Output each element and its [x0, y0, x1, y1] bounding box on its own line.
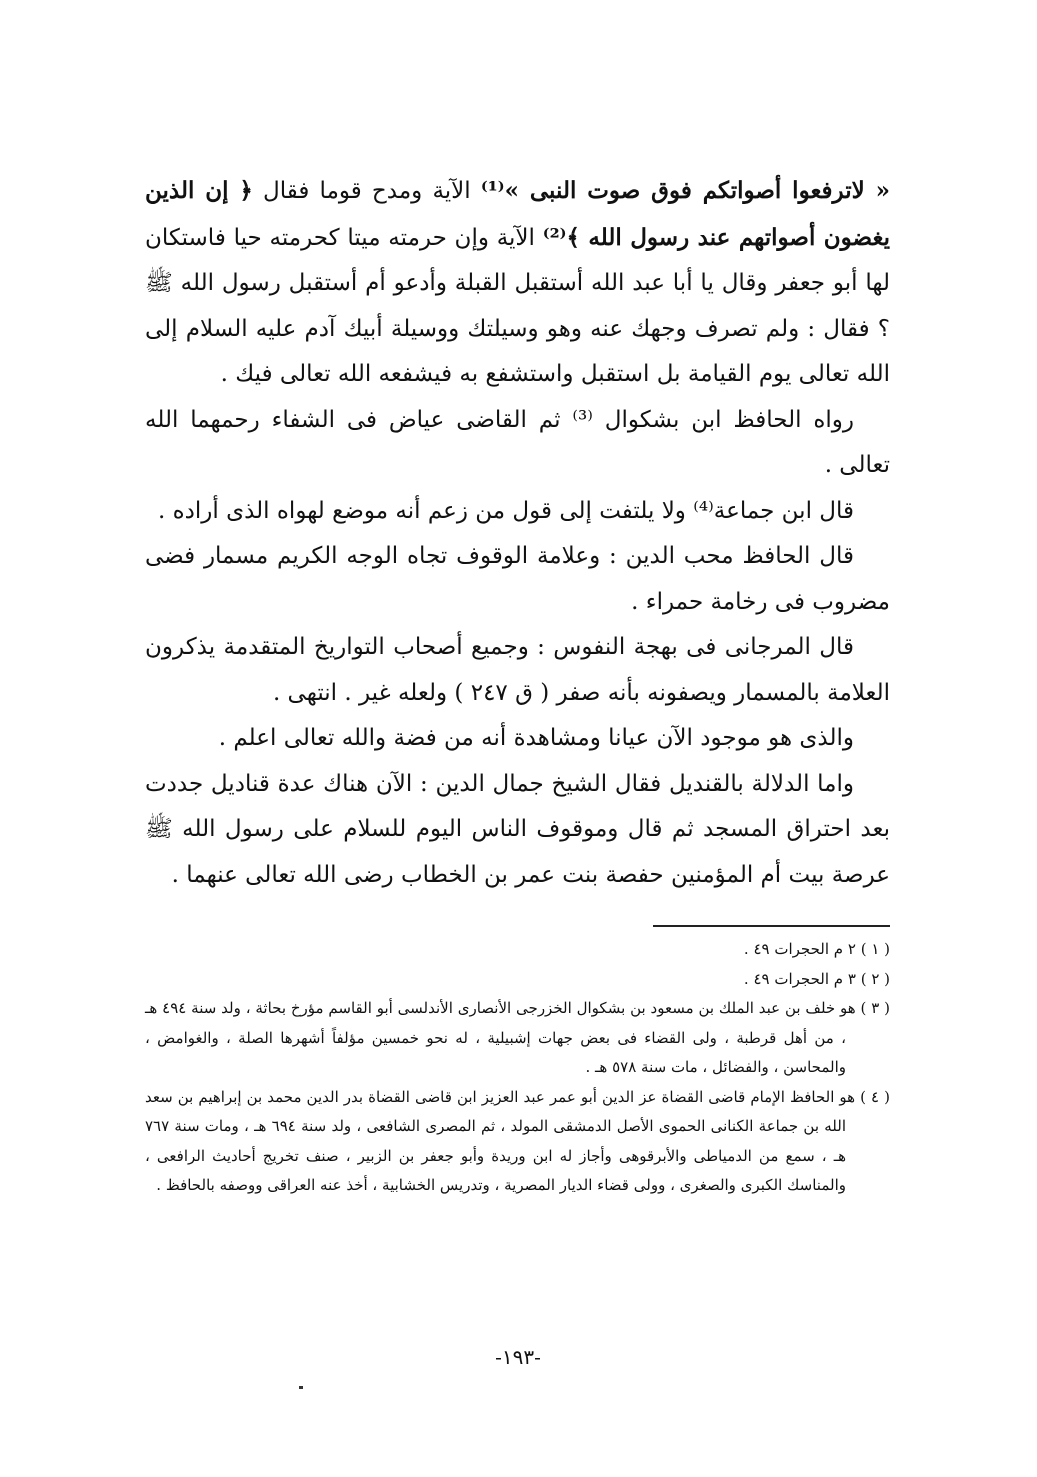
footnote-divider: [653, 925, 890, 927]
paragraph-4: قال الحافظ محب الدين : وعلامة الوقوف تجاه الوجه الكريم مسمار فضى مضروب فى رخامة حمراء .: [145, 543, 890, 615]
paragraph-1: [145, 168, 890, 398]
paragraph-2: رواه الحافظ ابن بشكوال ⁽³⁾ ثم القاضى عياض فى الشفاء رحمهما الله تعالى .: [145, 406, 890, 478]
footnote-1: ( ١ ) ٢ م الحجرات ٤٩ .: [743, 940, 890, 958]
footnote-4: ( ٤ ) هو الحافظ الإمام قاضى القضاة عز الدين أبو عمر عبد العزيز ابن قاضى القضاة بدر الدين محمد بن إبراهيم بن سعد الله بن جماعة الكنانى الحموى الأصل الدمشقى المولد ، ثم المصرى الشافعى ، ولد سنة ٦٩٤ هـ ، ومات سنة ٧٦٧ هـ ، سمع من الدمياطى والأبرقوهى وأجاز له ابن وريدة وأبو جعفر بن الزبير ، صنف تخريج أحاديث الرافعى ، والمناسك الكبرى والصغرى ، وولى قضاء الديار المصرية ، وتدريس الخشابية ، أخذ عنه العراقى ووصفه بالحافظ .: [145, 1087, 890, 1194]
footnotes: [145, 935, 890, 1201]
paragraph-6: والذى هو موجود الآن عيانا ومشاهدة أنه من فضة والله تعالى اعلم .: [218, 725, 854, 751]
paragraph-3: قال ابن جماعة⁽⁴⁾ ولا يلتفت إلى قول من زعم أنه موضع لهواه الذى أراده .: [157, 497, 854, 524]
paragraph-1-text-a: الآية ومدح قوما فقال: [252, 178, 481, 204]
footnote-2: ( ٢ ) ٣ م الحجرات ٤٩ .: [743, 969, 890, 988]
quran-quote-1: « لاترفعوا أصواتكم فوق صوت النبى »⁽¹⁾: [480, 177, 890, 204]
quran-quote-2: ﴿ إن الذين يغضون أصواتهم عند رسول الله ﴾⁽²⁾: [145, 177, 890, 251]
paragraph-5: قال المرجانى فى بهجة النفوس : وجميع أصحاب التواريخ المتقدمة يذكرون العلامة بالمسمار ويصفونه بأنه صفر ( ق ٢٤٧ ) ولعله غير . انتهى .: [145, 634, 890, 706]
main-text-body: [145, 168, 890, 898]
paragraph-7: واما الدلالة بالقنديل فقال الشيخ جمال الدين : الآن هناك عدة قناديل جددت بعد احتراق المسجد ثم قال وموقوف الناس اليوم للسلام على رسول الله ﷺ عرصة بيت أم المؤمنين حفصة بنت عمر بن الخطاب رضى الله تعالى عنهما .: [145, 770, 890, 888]
scan-speck: [299, 1386, 303, 1389]
paragraph-1-text-b: الآية وإن حرمته ميتا كحرمته حيا فاستكان لها أبو جعفر وقال يا أبا عبد الله أستقبل القبلة وأدعو أم أستقبل رسول الله ﷺ ؟ فقال : ولم تصرف وجهك عنه وهو وسيلتك ووسيلة أبيك آدم عليه السلام إلى الله تعالى يوم القيامة بل استقبل واستشفع به فيشفعه الله تعالى فيك .: [145, 224, 890, 387]
page-number: -١٩٣-: [495, 1345, 541, 1369]
footnote-3: ( ٣ ) هو خلف بن عبد الملك بن مسعود بن بشكوال الخزرجى الأنصارى الأندلسى أبو القاسم مؤرخ بحاثة ، ولد سنة ٤٩٤ هـ ، من أهل قرطبة ، ولى القضاء فى بعض جهات إشبيلية ، له نحو خمسين مؤلفاً أشهرها الصلة ، والغوامض ، والمحاسن ، والفضائل ، مات سنة ٥٧٨ هـ .: [145, 999, 890, 1076]
